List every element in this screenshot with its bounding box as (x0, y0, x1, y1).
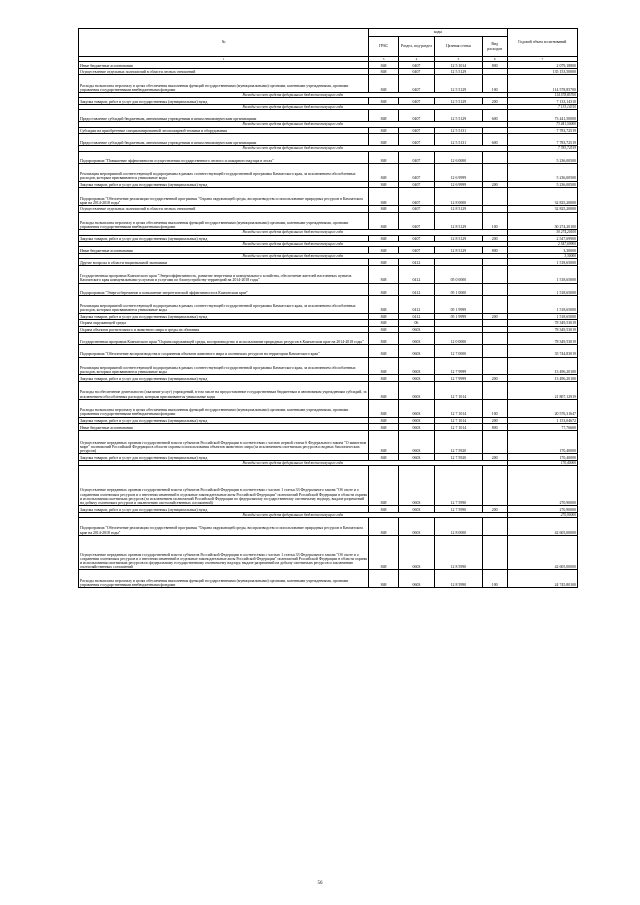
row-section: 0407 (398, 247, 434, 254)
row-expense-type (482, 518, 507, 536)
row-expense-type: 200 (482, 454, 507, 461)
table-row (79, 424, 578, 431)
row-article: 12 0 0000 (435, 333, 483, 345)
header-number: № (79, 29, 369, 57)
row-name: Реализация мероприятий соответствующей подпрограммы в рамках соответствующей государственной программы Камчатского края, за исключением обособленных расходов, которым присваиваются уникальные коды (79, 295, 369, 313)
row-expense-type (482, 320, 507, 327)
row-grbs: 848 (369, 345, 398, 357)
row-article: 12 7 9999 (435, 357, 483, 375)
funding-note-sum: 73 441,50000 (507, 122, 577, 127)
row-name: Расходы на обеспечение деятельности (оказание услуг) учреждений, в том числе на предоставление государственным бюджетным и автономным учреждениям субсидий, за исключением обособленных расходов, которым присваиваются уникальные коды (79, 382, 369, 400)
row-expense-type (482, 259, 507, 266)
row-sum: 20 576,31647 (507, 399, 577, 417)
row-expense-type: 800 (482, 247, 507, 254)
row-section: 0603 (398, 399, 434, 417)
header-article: Целевая статья (435, 37, 483, 57)
table-row (79, 430, 578, 453)
row-expense-type (482, 205, 507, 212)
row-grbs: 848 (369, 357, 398, 375)
row-name: Расходы на выплаты персоналу в целях обеспечения выполнения функций государственными (муниципальными) органами, казенными учреждениями, органами управления государственными внебюджетными фондами (79, 399, 369, 417)
header-codes: коды (369, 29, 507, 37)
row-grbs: 848 (369, 151, 398, 163)
column-index: 1 (79, 57, 369, 62)
row-expense-type: 100 (482, 399, 507, 417)
table-row (79, 75, 578, 93)
header-grbs: ГРБС (369, 37, 398, 57)
table-row (79, 188, 578, 206)
row-grbs: 848 (369, 535, 398, 570)
row-grbs: 848 (369, 181, 398, 188)
table-row (79, 283, 578, 295)
table-row (79, 163, 578, 181)
row-sum: 5 236,00500 (507, 163, 577, 181)
header-annual-sum: Годовой объем ассигнований (507, 29, 577, 57)
funding-note-sum: 270,90000 (507, 512, 577, 517)
row-section: 0407 (398, 134, 434, 146)
row-expense-type (482, 283, 507, 295)
row-grbs: 848 (369, 382, 398, 400)
table-row (79, 110, 578, 122)
row-name: Расходы на выплаты персоналу в целях обеспечения выполнения функций государственными (муниципальными) органами, казенными учреждениями, органами управления государственными внебюджетными фондами (79, 75, 369, 93)
row-expense-type (482, 430, 507, 453)
row-sum: 24 745,80100 (507, 570, 577, 588)
row-article: 12 5 5129 (435, 110, 483, 122)
row-section: 0407 (398, 205, 434, 212)
row-article: 12 8 5129 (435, 247, 483, 254)
table-header (79, 29, 578, 62)
table-row (79, 259, 578, 266)
row-sum: 77,76600 (507, 424, 577, 431)
row-name: Субсидии на приобретение специализированной лесопожарной техники и оборудования (79, 127, 369, 134)
row-section: 0407 (398, 75, 434, 93)
row-name: Иные бюджетные ассигнования (79, 247, 369, 254)
row-section: 0603 (398, 417, 434, 424)
row-name: Закупка товаров, работ и услуг для государственных (муниципальных) нужд (79, 375, 369, 382)
row-section: 0407 (398, 181, 434, 188)
table-row (79, 247, 578, 254)
row-grbs: 848 (369, 283, 398, 295)
table-row (79, 326, 578, 333)
row-article (435, 320, 483, 327)
row-section: 0407 (398, 98, 434, 105)
row-sum: 78 349,53019 (507, 320, 577, 327)
funding-note-sum: 7 133,14310 (507, 104, 577, 109)
row-grbs: 848 (369, 110, 398, 122)
row-sum: 2 079,18800 (507, 62, 577, 69)
row-article: 05 1 9999 (435, 313, 483, 320)
funding-note-sum: 3,30000 (507, 253, 577, 258)
row-section: 06 (398, 320, 434, 327)
budget-table (78, 28, 578, 588)
row-grbs: 848 (369, 98, 398, 105)
row-expense-type (482, 188, 507, 206)
row-sum: 170,40000 (507, 454, 577, 461)
table-row (79, 333, 578, 345)
row-article: 12 7 9999 (435, 375, 483, 382)
row-sum: 3,30000 (507, 247, 577, 254)
row-expense-type (482, 326, 507, 333)
table-row (79, 518, 578, 536)
row-name: Закупка товаров, работ и услуг для государственных (муниципальных) нужд (79, 313, 369, 320)
column-index: 7 (507, 57, 577, 62)
row-sum: 78 349,53019 (507, 326, 577, 333)
row-sum: 5 236,00500 (507, 151, 577, 163)
table-row (79, 265, 578, 283)
row-name: Расходы на выплаты персоналу в целях обеспечения выполнения функций государственными (муниципальными) органами, казенными учреждениями, органами управления государственными внебюджетными фондами (79, 570, 369, 588)
row-sum: 13 496,20100 (507, 375, 577, 382)
row-expense-type: 800 (482, 62, 507, 69)
row-name: Подпрограмма "Энергосбережение и повышение энергетической эффективности в Камчатском крае" (79, 283, 369, 295)
row-expense-type: 600 (482, 134, 507, 146)
funding-note-text: Расходы за счет средств федерального бюджета текущего года (79, 230, 508, 235)
row-section: 0603 (398, 357, 434, 375)
row-sum: 78 349,53019 (507, 333, 577, 345)
row-article: 12 5 5129 (435, 75, 483, 93)
table-row (79, 127, 578, 134)
row-expense-type (482, 466, 507, 506)
row-name: Осуществление переданных органам государственной власти субъектов Российской Федерации в соответствии с частью первой статьи 6 Федерального закона "О животном мире" полномочий Российской Федерации в области охраны и использования объектов животного мира (за исключением охотничьих ресурсов и водных биологических ресурсов) (79, 430, 369, 453)
row-sum: 21 807,12919 (507, 382, 577, 400)
row-article: 05 1 9999 (435, 295, 483, 313)
row-article: 12 8 5990 (435, 570, 483, 588)
row-section: 0603 (398, 430, 434, 453)
row-article: 12 7 5990 (435, 506, 483, 513)
table-body (79, 62, 578, 588)
row-expense-type (482, 333, 507, 345)
row-name: Иные бюджетные ассигнования (79, 62, 369, 69)
row-expense-type: 800 (482, 424, 507, 431)
row-article: 12 6 9999 (435, 181, 483, 188)
table-row (79, 357, 578, 375)
table-row (79, 295, 578, 313)
row-grbs: 848 (369, 259, 398, 266)
column-index: 4 (398, 57, 434, 62)
row-section: 0603 (398, 375, 434, 382)
row-name: Реализация мероприятий соответствующей подпрограммы в рамках соответствующей государственной программы Камчатского края, за исключением обособленных расходов, которым присваиваются уникальные коды (79, 163, 369, 181)
row-section: 0407 (398, 235, 434, 242)
row-expense-type: 200 (482, 417, 507, 424)
row-article: 12 8 5129 (435, 212, 483, 230)
row-section: 0603 (398, 506, 434, 513)
row-section: 0603 (398, 454, 434, 461)
table-row (79, 68, 578, 75)
table-row (79, 62, 578, 69)
row-article: 12 7 0000 (435, 345, 483, 357)
row-article: 12 7 5920 (435, 430, 483, 453)
row-grbs: 848 (369, 417, 398, 424)
table-row (79, 454, 578, 461)
row-sum: 270,90000 (507, 466, 577, 506)
row-sum: 1 518,65000 (507, 313, 577, 320)
row-expense-type: 200 (482, 506, 507, 513)
row-article: 12 8 0000 (435, 518, 483, 536)
table-row (79, 570, 578, 588)
table-row (79, 134, 578, 146)
table-row (79, 345, 578, 357)
row-grbs: 848 (369, 466, 398, 506)
row-expense-type (482, 382, 507, 400)
funding-note-sum: 114 578,85700 (507, 93, 577, 98)
row-article: 12 8 5990 (435, 535, 483, 570)
row-section: 0412 (398, 313, 434, 320)
table-row (79, 212, 578, 230)
row-name: Осуществление переданных органам государственной власти субъектов Российской Федерации в соответствии с частью 1 статьи 33 Федерального закона "Об охоте и о сохранении охотничьих ресурсов и о внесении изменений в отдельные законодательные акты Российской Федерации" полномочий Российской Федерации в области охраны и использования охотничьих ресурсов (за исключением полномочий Российской Федерации по федеральному государственному охотничьему надзору, выдаче разрешений на добычу охотничьих ресурсов и заключению охотхозяйственных соглашений) (79, 466, 369, 506)
row-expense-type (482, 265, 507, 283)
row-name: Подпрограмма "Обеспечение реализации государственной программы "Охрана окружающей среды, воспроизводство и использование природных ресурсов в Камчатском крае на 2014-2018 годы" (79, 188, 369, 206)
row-name: Охрана объектов растительного и животного мира и среды их обитания (79, 326, 369, 333)
row-section: 0603 (398, 345, 434, 357)
row-grbs: 848 (369, 134, 398, 146)
row-sum: 270,90000 (507, 506, 577, 513)
row-grbs: 848 (369, 68, 398, 75)
row-name: Расходы на выплаты персоналу в целях обеспечения выполнения функций государственными (муниципальными) органами, казенными учреждениями, органами управления государственными внебюджетными фондами (79, 212, 369, 230)
row-name: Реализация мероприятий соответствующей подпрограммы в рамках соответствующей государственной программы Камчатского края, за исключением обособленных расходов, которым присваиваются уникальные коды (79, 357, 369, 375)
row-sum: 7 133,14310 (507, 98, 577, 105)
row-name: Осуществление отдельных полномочий в области лесных отношений (79, 205, 369, 212)
row-article: 12 7 1014 (435, 424, 483, 431)
table-row (79, 320, 578, 327)
row-name: Закупка товаров, работ и услуг для государственных (муниципальных) нужд (79, 506, 369, 513)
row-expense-type: 100 (482, 570, 507, 588)
row-grbs: 848 (369, 265, 398, 283)
row-sum: 73 441,50000 (507, 110, 577, 122)
row-article: 12 8 5129 (435, 235, 483, 242)
row-expense-type: 200 (482, 235, 507, 242)
row-section: 0603 (398, 333, 434, 345)
row-expense-type (482, 163, 507, 181)
table-row (79, 466, 578, 506)
row-name: Осуществление переданных органам государственной власти субъектов Российской Федерации в соответствии с частью 1 статьи 33 Федерального закона "Об охоте и о сохранении охотничьих ресурсов и о внесении изменений в отдельные законодательные акты Российской Федерации" полномочий Российской Федерации в области охраны и использования охотничьих ресурсов по федеральному государственному охотничьему надзору, выдаче разрешений на добычу охотничьих ресурсов и заключению охотхозяйственных соглашений (79, 535, 369, 570)
row-expense-type (482, 357, 507, 375)
row-section: 0603 (398, 382, 434, 400)
row-sum: 32 825,20000 (507, 205, 577, 212)
row-sum: 5 236,00500 (507, 181, 577, 188)
row-grbs: 848 (369, 375, 398, 382)
row-grbs: 848 (369, 430, 398, 453)
row-name: Подпрограмма "Повышение эффективности осуществления государственного лесного и пожарного надзора в лесах" (79, 151, 369, 163)
row-grbs: 848 (369, 518, 398, 536)
row-name: Государственная программа Камчатского края "Охрана окружающей среды, воспроизводство и использование природных ресурсов в Камчатском крае на 2014-2018 годы" (79, 333, 369, 345)
column-index: 3 (369, 57, 398, 62)
row-grbs: 848 (369, 326, 398, 333)
row-name: Осуществление отдельных полномочий в области лесных отношений (79, 68, 369, 75)
row-section: 0407 (398, 163, 434, 181)
row-section: 0603 (398, 466, 434, 506)
row-section: 0407 (398, 151, 434, 163)
row-section: 0407 (398, 62, 434, 69)
funding-note-text: Расходы за счет средств федерального бюджета текущего года (79, 104, 508, 109)
row-article: 05 0 0000 (435, 265, 483, 283)
header-section: Раздел, под-раздел (398, 37, 434, 57)
table-row (79, 399, 578, 417)
table-row (79, 375, 578, 382)
row-section: 0603 (398, 570, 434, 588)
row-article: 12 5 5129 (435, 68, 483, 75)
row-section: 0407 (398, 68, 434, 75)
row-section: 0603 (398, 518, 434, 536)
row-name: Предоставление субсидий бюджетным, автономным учреждениям и иным некоммерческим организациям (79, 110, 369, 122)
row-name: Охрана окружающей среды (79, 320, 369, 327)
row-grbs: 848 (369, 163, 398, 181)
row-grbs: 848 (369, 506, 398, 513)
row-expense-type (482, 127, 507, 134)
row-sum: 170,40000 (507, 430, 577, 453)
row-sum: 32 825,20000 (507, 188, 577, 206)
row-expense-type (482, 535, 507, 570)
funding-note-text: Расходы за счет средств федерального бюджета текущего года (79, 242, 508, 247)
row-grbs: 848 (369, 247, 398, 254)
header-expense-type: Вид расходов (482, 37, 507, 57)
row-sum: 30 274,20100 (507, 212, 577, 230)
table-row (79, 417, 578, 424)
row-article: 12 6 0000 (435, 151, 483, 163)
row-name: Закупка товаров, работ и услуг для государственных (муниципальных) нужд (79, 98, 369, 105)
row-grbs: 848 (369, 75, 398, 93)
row-name: Закупка товаров, работ и услуг для государственных (муниципальных) нужд (79, 235, 369, 242)
table-row (79, 98, 578, 105)
row-grbs: 848 (369, 127, 398, 134)
table-row (79, 382, 578, 400)
row-name: Другие вопросы в области национальной экономики (79, 259, 369, 266)
row-sum: 42 605,00000 (507, 535, 577, 570)
row-section: 0412 (398, 259, 434, 266)
row-expense-type: 100 (482, 75, 507, 93)
funding-note-sum: 2 547,69900 (507, 242, 577, 247)
table-row (79, 181, 578, 188)
row-section: 0407 (398, 110, 434, 122)
row-sum: 2 547,69900 (507, 235, 577, 242)
row-grbs: 848 (369, 295, 398, 313)
row-grbs: 848 (369, 424, 398, 431)
column-index: 5 (435, 57, 483, 62)
funding-note-sum: 30 274,20100 (507, 230, 577, 235)
row-grbs: 848 (369, 454, 398, 461)
row-name: Предоставление субсидий бюджетным, автономным учреждениям и иным некоммерческим организациям (79, 134, 369, 146)
row-section: 0603 (398, 326, 434, 333)
row-sum: 42 605,00000 (507, 518, 577, 536)
row-article: 05 1 0000 (435, 283, 483, 295)
row-expense-type (482, 295, 507, 313)
row-grbs: 848 (369, 212, 398, 230)
row-article: 12 8 5129 (435, 205, 483, 212)
row-article: 12 5 1014 (435, 62, 483, 69)
row-sum: 7 783,72519 (507, 134, 577, 146)
row-expense-type: 600 (482, 110, 507, 122)
row-name: Иные бюджетные ассигнования (79, 424, 369, 431)
column-index: 6 (482, 57, 507, 62)
row-grbs: 848 (369, 205, 398, 212)
row-article: 12 8 0000 (435, 188, 483, 206)
row-name: Государственная программа Камчатского края "Энергоэффективность, развитие энергетики и коммунального хозяйства, обеспечение жителей населенных пунктов Камчатского края коммунальными услугами и услугами по благоустройству территорий на 2014-2018 годы" (79, 265, 369, 283)
row-article: 12 7 5920 (435, 454, 483, 461)
row-sum: 1 518,65000 (507, 295, 577, 313)
row-section: 0407 (398, 212, 434, 230)
row-grbs: 848 (369, 333, 398, 345)
row-article: 12 5 5129 (435, 98, 483, 105)
page-number: 56 (317, 881, 323, 886)
row-article (435, 259, 483, 266)
table-row (79, 235, 578, 242)
row-name: Закупка товаров, работ и услуг для государственных (муниципальных) нужд (79, 454, 369, 461)
row-sum: 135 153,50000 (507, 68, 577, 75)
row-expense-type: 200 (482, 98, 507, 105)
funding-note-sum: 170,40000 (507, 460, 577, 465)
row-section: 0603 (398, 535, 434, 570)
row-grbs: 848 (369, 320, 398, 327)
row-article: 12 5 5131 (435, 134, 483, 146)
funding-note-text: Расходы за счет средств федерального бюджета текущего года (79, 512, 508, 517)
row-sum: 1 153,04672 (507, 417, 577, 424)
row-grbs: 848 (369, 235, 398, 242)
row-article: 12 7 1014 (435, 399, 483, 417)
row-name: Закупка товаров, работ и услуг для государственных (муниципальных) нужд (79, 181, 369, 188)
row-sum: 1 518,65000 (507, 265, 577, 283)
row-sum: 35 744,83019 (507, 345, 577, 357)
funding-note-sum: 7 783,72519 (507, 146, 577, 151)
row-grbs: 848 (369, 399, 398, 417)
row-grbs: 848 (369, 188, 398, 206)
row-sum: 1 518,65000 (507, 283, 577, 295)
row-article: 12 7 1014 (435, 417, 483, 424)
row-article: 12 5 5131 (435, 127, 483, 134)
funding-note-text: Расходы за счет средств федерального бюджета текущего года (79, 122, 508, 127)
row-section: 0603 (398, 424, 434, 431)
row-article: 12 7 1014 (435, 382, 483, 400)
row-sum: 1 518,65000 (507, 259, 577, 266)
row-section: 0412 (398, 283, 434, 295)
budget-table-sheet (78, 28, 578, 588)
table-row (79, 313, 578, 320)
table-row (79, 506, 578, 513)
row-sum: 7 783,72519 (507, 127, 577, 134)
row-name: Подпрограмма "Обеспечение реализации государственной программы "Охрана окружающей среды, воспроизводство и использование природных ресурсов в Камчатском крае на 2014-2018 годы" (79, 518, 369, 536)
table-row (79, 205, 578, 212)
row-section: 0407 (398, 127, 434, 134)
row-expense-type: 200 (482, 375, 507, 382)
table-row (79, 151, 578, 163)
funding-note-text: Расходы за счет средств федерального бюджета текущего года (79, 146, 508, 151)
funding-note-text: Расходы за счет средств федерального бюджета текущего года (79, 460, 508, 465)
row-grbs: 848 (369, 570, 398, 588)
row-expense-type: 200 (482, 181, 507, 188)
funding-note-text: Расходы за счет средств федерального бюджета текущего года (79, 93, 508, 98)
row-expense-type (482, 345, 507, 357)
row-grbs: 848 (369, 62, 398, 69)
row-article: 12 6 9999 (435, 163, 483, 181)
row-expense-type: 200 (482, 313, 507, 320)
row-name: Закупка товаров, работ и услуг для государственных (муниципальных) нужд (79, 417, 369, 424)
row-article (435, 326, 483, 333)
row-sum: 13 496,20100 (507, 357, 577, 375)
row-sum: 114 578,85700 (507, 75, 577, 93)
table-row (79, 535, 578, 570)
row-expense-type (482, 151, 507, 163)
row-expense-type: 100 (482, 212, 507, 230)
row-expense-type (482, 68, 507, 75)
row-article: 12 7 5990 (435, 466, 483, 506)
row-name: Подпрограмма "Обеспечение воспроизводства и сохранения объектов животного мира и охотничьих ресурсов на территории Камчатского края" (79, 345, 369, 357)
row-grbs: 848 (369, 313, 398, 320)
row-section: 0412 (398, 295, 434, 313)
funding-note-text: Расходы за счет средств федерального бюджета текущего года (79, 253, 508, 258)
row-section: 0412 (398, 265, 434, 283)
row-section: 0407 (398, 188, 434, 206)
